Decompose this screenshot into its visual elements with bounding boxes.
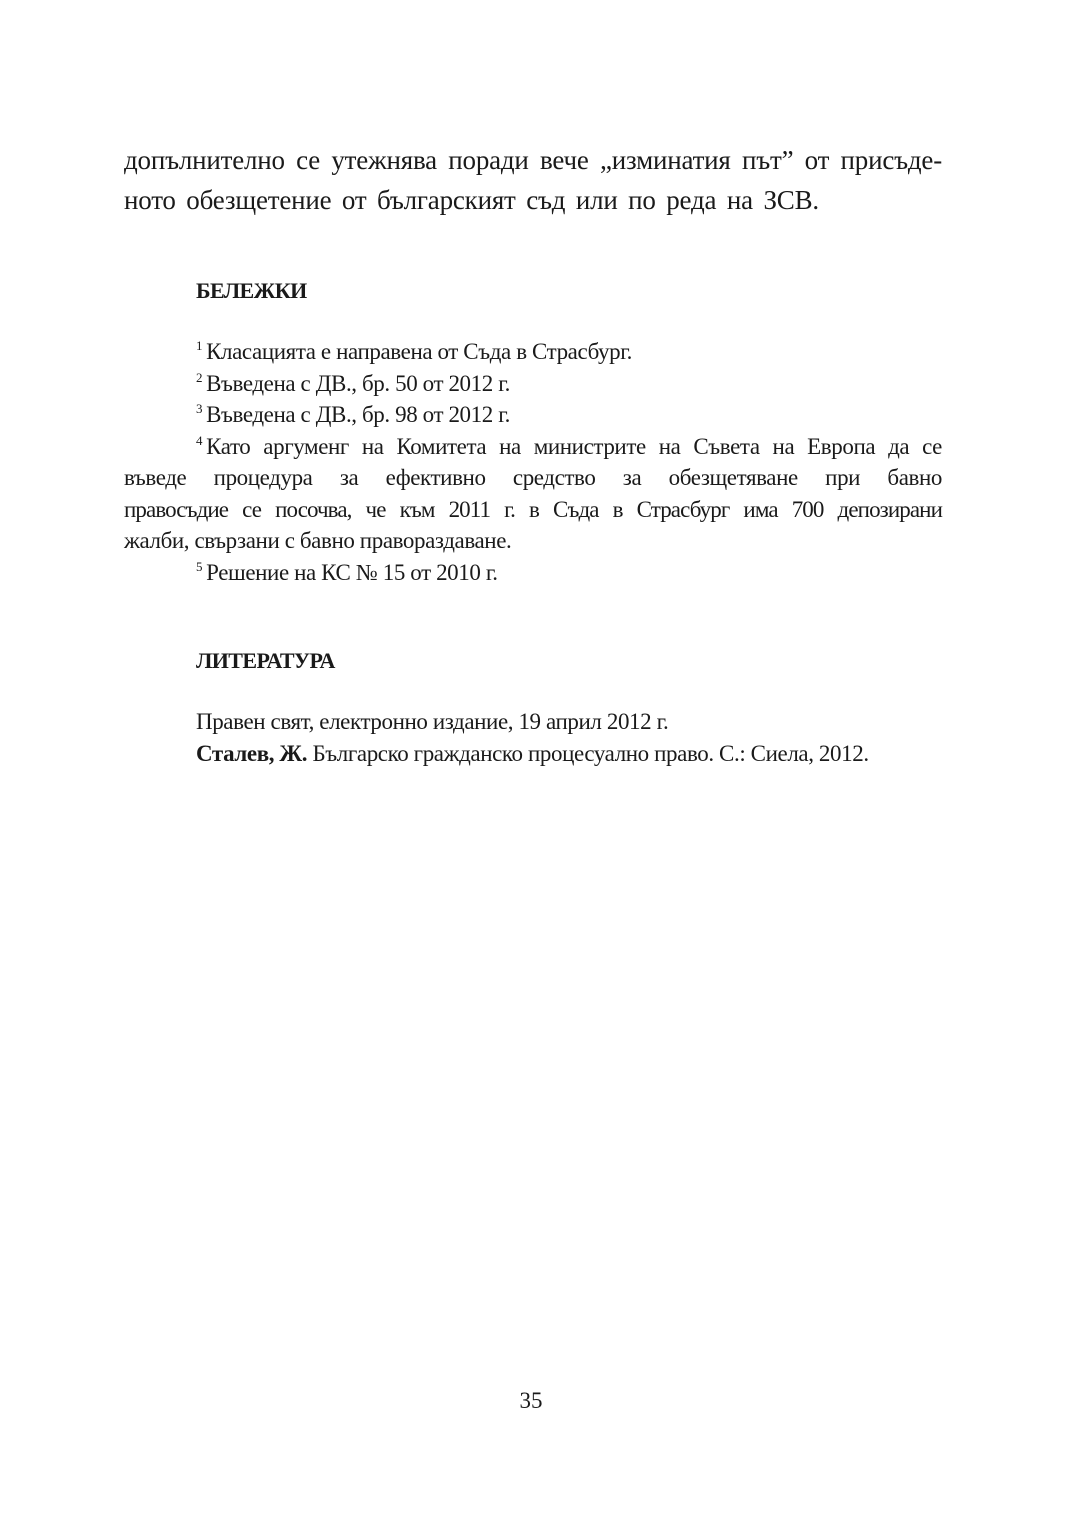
literature-item bbox=[196, 738, 956, 770]
note-item bbox=[124, 368, 942, 400]
notes-list bbox=[124, 336, 942, 588]
note-number: 2 bbox=[196, 369, 203, 385]
note-number: 4 bbox=[196, 432, 203, 448]
note-item bbox=[124, 399, 942, 431]
note-line bbox=[124, 431, 942, 463]
note-number: 1 bbox=[196, 338, 203, 353]
literature-heading: ЛИТЕРАТУРА bbox=[196, 648, 335, 673]
literature-text: Правен свят, електронно издание, 19 април 2012 г. bbox=[196, 709, 669, 734]
note-line: жалби, свързани с бавно правораздаване. bbox=[124, 528, 512, 553]
note-text: Класацията е направена от Съда в Страсбург. bbox=[206, 339, 632, 364]
note-item bbox=[124, 431, 942, 557]
page-number: 35 bbox=[519, 1388, 543, 1413]
literature-item bbox=[196, 706, 956, 738]
intro-line: допълнително се утежнява поради вече „изминатия път” от присъде- bbox=[124, 145, 942, 175]
note-number: 5 bbox=[196, 558, 203, 574]
note-item bbox=[124, 557, 942, 589]
note-line: въведе процедура за ефективно средство за обезщетяване при бавно bbox=[124, 465, 942, 490]
note-text: Решение на КС № 15 от 2010 г. bbox=[206, 559, 498, 585]
literature-list bbox=[196, 706, 956, 770]
literature-author: Сталев, Ж. bbox=[196, 741, 308, 766]
note-item bbox=[124, 336, 942, 368]
note-line: правосъдие се посочва, че към 2011 г. в Съда в Страсбург има 700 депозирани bbox=[124, 496, 942, 522]
note-text: Като аргуменг на Комитета на министрите на Съвета на Европа да се bbox=[206, 433, 942, 459]
note-text: Въведена с ДВ., бр. 98 от 2012 г. bbox=[206, 402, 510, 427]
literature-text: Българско гражданско процесуално право. С.: Сиела, 2012. bbox=[307, 741, 869, 766]
note-text: Въведена с ДВ., бр. 50 от 2012 г. bbox=[206, 370, 510, 396]
intro-line: ното обезщетение от българският съд или по реда на ЗСВ. bbox=[124, 185, 819, 215]
notes-heading: БЕЛЕЖКИ bbox=[196, 278, 307, 303]
note-number: 3 bbox=[196, 401, 203, 416]
intro-paragraph bbox=[124, 140, 942, 220]
